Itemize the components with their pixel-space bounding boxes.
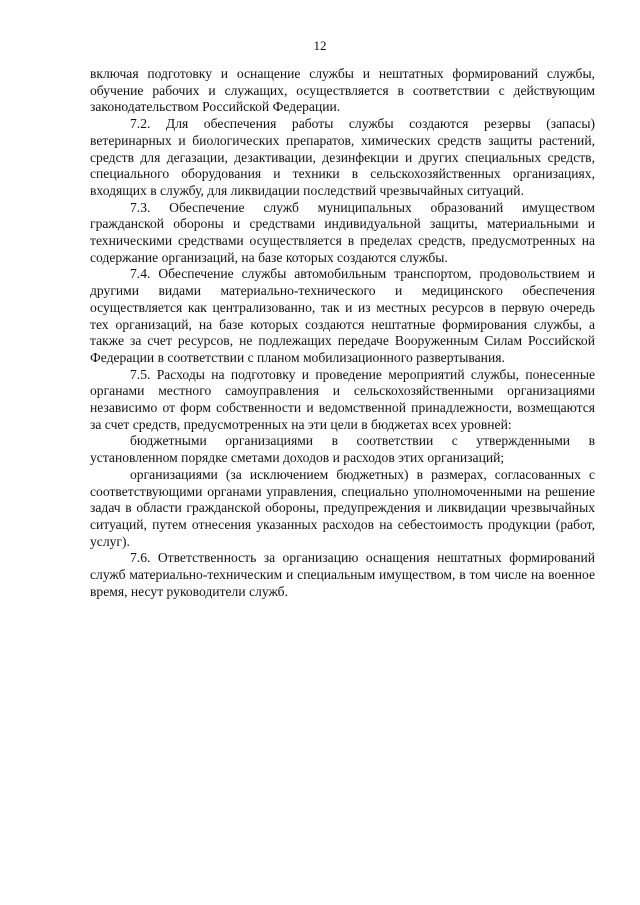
page-number: 12 <box>313 38 327 53</box>
document-body <box>90 66 595 601</box>
paragraph-7-6: 7.6. Ответственность за организацию оснащения нештатных формирований служб материально-техническим и специальным имуществом, в том числе на военное время, несут руководители служб. <box>90 550 595 599</box>
paragraph-7-2: 7.2. Для обеспечения работы службы создаются резервы (запасы) ветеринарных и биологических препаратов, химических средств защиты растений, средств для дегазации, дезактивации, дезинфекции и других специальных средств, специального оборудования и техники в сельскохозяйственных организациях, входящих в службу, для ликвидации последствий чрезвычайных ситуаций. <box>90 116 595 198</box>
paragraph-7-5: 7.5. Расходы на подготовку и проведение мероприятий службы, понесенные органами местного самоуправления и сельскохозяйственными организациями независимо от форм собственности и ведомственной принадлежности, возмещаются за счет средств, предусмотренных на эти цели в бюджетах всех уровней: <box>90 366 595 432</box>
paragraph-7-3: 7.3. Обеспечение служб муниципальных образований имуществом гражданской обороны и средствами индивидуальной защиты, материальными и техническими средствами осуществляется в пределах средств, предусмотренных на содержание организаций, на базе которых создаются службы. <box>90 199 595 265</box>
paragraph-7-5-item-budget: бюджетными организациями в соответствии с утвержденными в установленном порядке сметами доходов и расходов этих организаций; <box>90 433 595 466</box>
paragraph-7-4: 7.4. Обеспечение службы автомобильным транспортом, продовольствием и другими видами материально-технического и медицинского обеспечения осуществляется как централизованно, так и из местных ресурсов в первую очередь тех организаций, на базе которых создаются нештатные формирования службы, а также за счет ресурсов, не подлежащих передаче Вооруженным Силам Российской Федерации в соответствии с планом мобилизационного развертывания. <box>90 266 595 365</box>
paragraph-7-5-item-organizations: организациями (за исключением бюджетных) в размерах, согласованных с соответствующими органами управления, специально уполномоченными на решение задач в области гражданской обороны, предупреждения и ликвидации чрезвычайных ситуаций, путем отнесения указанных расходов на себестоимость продукции (работ, услуг). <box>90 466 595 549</box>
paragraph-continuation: включая подготовку и оснащение службы и нештатных формирований службы, обучение рабочих и служащих, осуществляется в соответствии с действующим законодательством Российской Федерации. <box>90 66 595 115</box>
